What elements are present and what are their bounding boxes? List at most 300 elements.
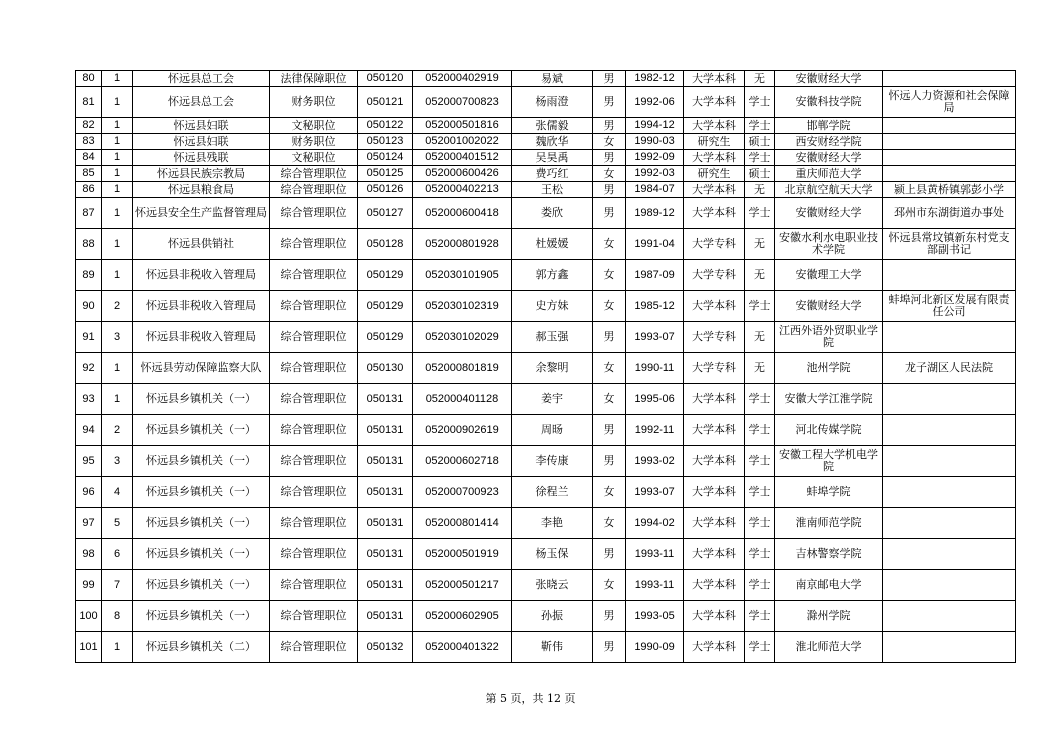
- table-row: [76, 570, 1016, 601]
- cell-exam: 052030101905: [413, 260, 512, 291]
- cell-exam: 052000602905: [413, 601, 512, 632]
- cell-birth: 1990-11: [626, 353, 684, 384]
- cell-code: 050132: [358, 632, 413, 663]
- cell-edu: 研究生: [684, 134, 745, 150]
- cell-code: 050125: [358, 166, 413, 182]
- cell-school: 南京邮电大学: [775, 570, 883, 601]
- cell-sex: 女: [593, 508, 626, 539]
- cell-birth: 1993-07: [626, 322, 684, 353]
- cell-sex: 男: [593, 415, 626, 446]
- cell-seq: 95: [76, 446, 102, 477]
- cell-n: 6: [102, 539, 133, 570]
- cell-seq: 81: [76, 87, 102, 118]
- cell-name: 易斌: [512, 71, 593, 87]
- cell-work: [883, 134, 1016, 150]
- cell-birth: 1995-06: [626, 384, 684, 415]
- cell-exam: 052000602718: [413, 446, 512, 477]
- cell-school: 邯郸学院: [775, 118, 883, 134]
- cell-pos: 综合管理职位: [270, 601, 358, 632]
- cell-name: 张儒毅: [512, 118, 593, 134]
- cell-pos: 法律保障职位: [270, 71, 358, 87]
- cell-code: 050128: [358, 229, 413, 260]
- cell-work: [883, 508, 1016, 539]
- cell-unit: 怀远县乡镇机关（一）: [133, 477, 270, 508]
- table-row: [76, 322, 1016, 353]
- cell-deg: 学士: [745, 632, 775, 663]
- table-row: [76, 477, 1016, 508]
- cell-deg: 学士: [745, 384, 775, 415]
- cell-deg: 无: [745, 353, 775, 384]
- cell-school: 蚌埠学院: [775, 477, 883, 508]
- cell-n: 1: [102, 632, 133, 663]
- cell-code: 050124: [358, 150, 413, 166]
- cell-seq: 89: [76, 260, 102, 291]
- cell-n: 1: [102, 182, 133, 198]
- table-row: [76, 508, 1016, 539]
- cell-sex: 男: [593, 632, 626, 663]
- cell-pos: 综合管理职位: [270, 539, 358, 570]
- table-row: [76, 71, 1016, 87]
- cell-deg: 学士: [745, 415, 775, 446]
- cell-deg: 硕士: [745, 134, 775, 150]
- table-row: [76, 198, 1016, 229]
- cell-unit: 怀远县残联: [133, 150, 270, 166]
- cell-exam: 052000501919: [413, 539, 512, 570]
- cell-unit: 怀远县非税收入管理局: [133, 291, 270, 322]
- cell-n: 5: [102, 508, 133, 539]
- cell-n: 2: [102, 291, 133, 322]
- cell-unit: 怀远县乡镇机关（一）: [133, 415, 270, 446]
- cell-deg: 无: [745, 322, 775, 353]
- cell-sex: 男: [593, 118, 626, 134]
- cell-name: 费巧红: [512, 166, 593, 182]
- cell-edu: 大学本科: [684, 182, 745, 198]
- cell-deg: 学士: [745, 87, 775, 118]
- cell-sex: 男: [593, 87, 626, 118]
- cell-birth: 1990-09: [626, 632, 684, 663]
- cell-seq: 98: [76, 539, 102, 570]
- cell-sex: 男: [593, 198, 626, 229]
- cell-code: 050131: [358, 570, 413, 601]
- cell-school: 安徽工程大学机电学院: [775, 446, 883, 477]
- cell-name: 姜宇: [512, 384, 593, 415]
- cell-exam: 052000501217: [413, 570, 512, 601]
- cell-code: 050130: [358, 353, 413, 384]
- cell-edu: 大学本科: [684, 539, 745, 570]
- cell-seq: 96: [76, 477, 102, 508]
- cell-edu: 大学本科: [684, 632, 745, 663]
- cell-edu: 研究生: [684, 166, 745, 182]
- cell-seq: 91: [76, 322, 102, 353]
- cell-school: 吉林警察学院: [775, 539, 883, 570]
- cell-school: 安徽财经大学: [775, 198, 883, 229]
- cell-name: 李传康: [512, 446, 593, 477]
- cell-name: 孙振: [512, 601, 593, 632]
- cell-unit: 怀远县非税收入管理局: [133, 260, 270, 291]
- cell-edu: 大学本科: [684, 415, 745, 446]
- cell-work: [883, 446, 1016, 477]
- cell-birth: 1982-12: [626, 71, 684, 87]
- cell-seq: 82: [76, 118, 102, 134]
- cell-pos: 财务职位: [270, 87, 358, 118]
- cell-code: 050121: [358, 87, 413, 118]
- cell-birth: 1992-11: [626, 415, 684, 446]
- cell-unit: 怀远县劳动保障监察大队: [133, 353, 270, 384]
- candidates-table: [75, 70, 1016, 663]
- cell-birth: 1992-06: [626, 87, 684, 118]
- cell-code: 050129: [358, 260, 413, 291]
- cell-name: 郝玉强: [512, 322, 593, 353]
- cell-deg: 学士: [745, 508, 775, 539]
- cell-exam: 052000401322: [413, 632, 512, 663]
- table-row: [76, 134, 1016, 150]
- cell-name: 李艳: [512, 508, 593, 539]
- cell-n: 2: [102, 415, 133, 446]
- cell-work: 怀远人力资源和社会保障局: [883, 87, 1016, 118]
- cell-sex: 男: [593, 71, 626, 87]
- cell-exam: 052001002022: [413, 134, 512, 150]
- cell-unit: 怀远县乡镇机关（一）: [133, 601, 270, 632]
- cell-school: 池州学院: [775, 353, 883, 384]
- cell-sex: 女: [593, 570, 626, 601]
- cell-edu: 大学本科: [684, 384, 745, 415]
- cell-school: 安徽大学江淮学院: [775, 384, 883, 415]
- cell-n: 1: [102, 87, 133, 118]
- cell-deg: 无: [745, 182, 775, 198]
- cell-name: 吴昊禹: [512, 150, 593, 166]
- cell-seq: 83: [76, 134, 102, 150]
- cell-seq: 88: [76, 229, 102, 260]
- cell-school: 安徽理工大学: [775, 260, 883, 291]
- cell-pos: 综合管理职位: [270, 384, 358, 415]
- cell-seq: 97: [76, 508, 102, 539]
- cell-code: 050120: [358, 71, 413, 87]
- cell-unit: 怀远县民族宗教局: [133, 166, 270, 182]
- cell-work: [883, 260, 1016, 291]
- cell-sex: 男: [593, 182, 626, 198]
- cell-deg: 无: [745, 260, 775, 291]
- cell-school: 淮北师范大学: [775, 632, 883, 663]
- cell-school: 安徽财经大学: [775, 291, 883, 322]
- cell-birth: 1992-03: [626, 166, 684, 182]
- table-row: [76, 291, 1016, 322]
- cell-edu: 大学本科: [684, 601, 745, 632]
- cell-edu: 大学本科: [684, 87, 745, 118]
- cell-pos: 综合管理职位: [270, 182, 358, 198]
- cell-name: 靳伟: [512, 632, 593, 663]
- cell-edu: 大学本科: [684, 118, 745, 134]
- cell-unit: 怀远县非税收入管理局: [133, 322, 270, 353]
- cell-code: 050129: [358, 291, 413, 322]
- cell-pos: 综合管理职位: [270, 229, 358, 260]
- cell-birth: 1993-07: [626, 477, 684, 508]
- cell-work: 蚌埠河北新区发展有限责任公司: [883, 291, 1016, 322]
- cell-deg: 学士: [745, 150, 775, 166]
- cell-deg: 学士: [745, 118, 775, 134]
- cell-exam: 052000801414: [413, 508, 512, 539]
- cell-birth: 1994-02: [626, 508, 684, 539]
- cell-pos: 综合管理职位: [270, 508, 358, 539]
- cell-seq: 85: [76, 166, 102, 182]
- cell-exam: 052030102029: [413, 322, 512, 353]
- cell-name: 余黎明: [512, 353, 593, 384]
- cell-birth: 1985-12: [626, 291, 684, 322]
- cell-seq: 90: [76, 291, 102, 322]
- cell-seq: 87: [76, 198, 102, 229]
- table-row: [76, 166, 1016, 182]
- cell-unit: 怀远县总工会: [133, 87, 270, 118]
- cell-exam: 052000801819: [413, 353, 512, 384]
- cell-work: [883, 415, 1016, 446]
- cell-exam: 052000402919: [413, 71, 512, 87]
- cell-code: 050129: [358, 322, 413, 353]
- cell-name: 徐程兰: [512, 477, 593, 508]
- cell-birth: 1993-11: [626, 539, 684, 570]
- cell-deg: 学士: [745, 477, 775, 508]
- cell-unit: 怀远县乡镇机关（一）: [133, 570, 270, 601]
- cell-deg: 学士: [745, 601, 775, 632]
- cell-birth: 1990-03: [626, 134, 684, 150]
- cell-sex: 女: [593, 477, 626, 508]
- cell-work: [883, 118, 1016, 134]
- cell-seq: 99: [76, 570, 102, 601]
- cell-deg: 学士: [745, 446, 775, 477]
- cell-exam: 052000401512: [413, 150, 512, 166]
- cell-exam: 052000700823: [413, 87, 512, 118]
- cell-work: 怀远县常坟镇新东村党支部副书记: [883, 229, 1016, 260]
- cell-edu: 大学专科: [684, 322, 745, 353]
- cell-work: [883, 166, 1016, 182]
- cell-exam: 052000902619: [413, 415, 512, 446]
- cell-seq: 92: [76, 353, 102, 384]
- cell-n: 1: [102, 166, 133, 182]
- cell-pos: 文秘职位: [270, 118, 358, 134]
- cell-pos: 综合管理职位: [270, 260, 358, 291]
- cell-school: 安徽财经大学: [775, 71, 883, 87]
- cell-sex: 女: [593, 260, 626, 291]
- cell-work: [883, 539, 1016, 570]
- cell-edu: 大学本科: [684, 71, 745, 87]
- cell-n: 3: [102, 322, 133, 353]
- cell-code: 050122: [358, 118, 413, 134]
- cell-code: 050126: [358, 182, 413, 198]
- cell-n: 1: [102, 150, 133, 166]
- cell-birth: 1993-05: [626, 601, 684, 632]
- cell-unit: 怀远县供销社: [133, 229, 270, 260]
- cell-birth: 1993-11: [626, 570, 684, 601]
- cell-school: 西安财经学院: [775, 134, 883, 150]
- cell-unit: 怀远县乡镇机关（一）: [133, 446, 270, 477]
- cell-name: 史方妹: [512, 291, 593, 322]
- table-row: [76, 87, 1016, 118]
- cell-sex: 男: [593, 322, 626, 353]
- cell-code: 050127: [358, 198, 413, 229]
- cell-school: 安徽水利水电职业技术学院: [775, 229, 883, 260]
- cell-work: [883, 150, 1016, 166]
- cell-n: 3: [102, 446, 133, 477]
- cell-work: 邳州市东湖街道办事处: [883, 198, 1016, 229]
- cell-code: 050131: [358, 539, 413, 570]
- cell-n: 1: [102, 353, 133, 384]
- table-row: [76, 601, 1016, 632]
- table-row: [76, 182, 1016, 198]
- cell-n: 8: [102, 601, 133, 632]
- cell-exam: 052000700923: [413, 477, 512, 508]
- cell-work: [883, 71, 1016, 87]
- table-row: [76, 353, 1016, 384]
- cell-deg: 硕士: [745, 166, 775, 182]
- table-row: [76, 384, 1016, 415]
- cell-code: 050131: [358, 508, 413, 539]
- cell-birth: 1991-04: [626, 229, 684, 260]
- cell-n: 4: [102, 477, 133, 508]
- cell-work: [883, 570, 1016, 601]
- cell-seq: 100: [76, 601, 102, 632]
- cell-pos: 文秘职位: [270, 150, 358, 166]
- cell-code: 050131: [358, 446, 413, 477]
- cell-n: 1: [102, 229, 133, 260]
- cell-unit: 怀远县乡镇机关（一）: [133, 539, 270, 570]
- page-footer: 第 5 页，共 12 页: [485, 692, 576, 705]
- cell-sex: 女: [593, 166, 626, 182]
- cell-pos: 综合管理职位: [270, 322, 358, 353]
- cell-sex: 女: [593, 291, 626, 322]
- cell-deg: 无: [745, 71, 775, 87]
- cell-birth: 1993-02: [626, 446, 684, 477]
- table-row: [76, 118, 1016, 134]
- cell-exam: 052000402213: [413, 182, 512, 198]
- cell-work: 颍上县黄桥镇郭彭小学: [883, 182, 1016, 198]
- cell-exam: 052000501816: [413, 118, 512, 134]
- cell-name: 杨雨澄: [512, 87, 593, 118]
- cell-unit: 怀远县乡镇机关（二）: [133, 632, 270, 663]
- cell-sex: 女: [593, 353, 626, 384]
- cell-work: 龙子湖区人民法院: [883, 353, 1016, 384]
- cell-school: 河北传媒学院: [775, 415, 883, 446]
- cell-edu: 大学本科: [684, 291, 745, 322]
- cell-seq: 80: [76, 71, 102, 87]
- cell-unit: 怀远县妇联: [133, 134, 270, 150]
- cell-code: 050131: [358, 477, 413, 508]
- cell-deg: 无: [745, 229, 775, 260]
- cell-unit: 怀远县安全生产监督管理局: [133, 198, 270, 229]
- cell-name: 周旸: [512, 415, 593, 446]
- cell-name: 张晓云: [512, 570, 593, 601]
- cell-seq: 94: [76, 415, 102, 446]
- cell-name: 杜媛媛: [512, 229, 593, 260]
- cell-n: 1: [102, 134, 133, 150]
- cell-sex: 女: [593, 134, 626, 150]
- cell-deg: 学士: [745, 291, 775, 322]
- cell-pos: 综合管理职位: [270, 477, 358, 508]
- cell-work: [883, 601, 1016, 632]
- cell-birth: 1984-07: [626, 182, 684, 198]
- cell-edu: 大学本科: [684, 446, 745, 477]
- cell-work: [883, 632, 1016, 663]
- cell-birth: 1989-12: [626, 198, 684, 229]
- cell-pos: 综合管理职位: [270, 198, 358, 229]
- cell-n: 1: [102, 260, 133, 291]
- cell-work: [883, 384, 1016, 415]
- cell-unit: 怀远县乡镇机关（一）: [133, 508, 270, 539]
- cell-pos: 综合管理职位: [270, 353, 358, 384]
- table-row: [76, 632, 1016, 663]
- cell-edu: 大学本科: [684, 508, 745, 539]
- cell-exam: 052000600426: [413, 166, 512, 182]
- cell-name: 王松: [512, 182, 593, 198]
- cell-pos: 综合管理职位: [270, 632, 358, 663]
- cell-n: 7: [102, 570, 133, 601]
- cell-name: 娄欣: [512, 198, 593, 229]
- cell-n: 1: [102, 71, 133, 87]
- cell-unit: 怀远县乡镇机关（一）: [133, 384, 270, 415]
- cell-edu: 大学专科: [684, 260, 745, 291]
- table-row: [76, 415, 1016, 446]
- table-row: [76, 260, 1016, 291]
- cell-seq: 84: [76, 150, 102, 166]
- table-row: [76, 446, 1016, 477]
- cell-exam: 052030102319: [413, 291, 512, 322]
- cell-edu: 大学专科: [684, 353, 745, 384]
- cell-edu: 大学本科: [684, 198, 745, 229]
- cell-code: 050131: [358, 384, 413, 415]
- cell-pos: 综合管理职位: [270, 570, 358, 601]
- cell-sex: 女: [593, 229, 626, 260]
- cell-edu: 大学本科: [684, 570, 745, 601]
- cell-unit: 怀远县粮食局: [133, 182, 270, 198]
- cell-birth: 1992-09: [626, 150, 684, 166]
- cell-name: 郭方鑫: [512, 260, 593, 291]
- cell-school: 江西外语外贸职业学院: [775, 322, 883, 353]
- cell-pos: 综合管理职位: [270, 446, 358, 477]
- cell-sex: 男: [593, 446, 626, 477]
- cell-pos: 综合管理职位: [270, 415, 358, 446]
- cell-sex: 男: [593, 150, 626, 166]
- cell-edu: 大学本科: [684, 477, 745, 508]
- cell-birth: 1994-12: [626, 118, 684, 134]
- cell-sex: 女: [593, 384, 626, 415]
- cell-deg: 学士: [745, 570, 775, 601]
- cell-code: 050123: [358, 134, 413, 150]
- cell-sex: 男: [593, 539, 626, 570]
- cell-school: 北京航空航天大学: [775, 182, 883, 198]
- cell-pos: 财务职位: [270, 134, 358, 150]
- cell-school: 安徽科技学院: [775, 87, 883, 118]
- cell-pos: 综合管理职位: [270, 291, 358, 322]
- cell-sex: 男: [593, 601, 626, 632]
- cell-birth: 1987-09: [626, 260, 684, 291]
- cell-exam: 052000801928: [413, 229, 512, 260]
- cell-seq: 101: [76, 632, 102, 663]
- table-row: [76, 229, 1016, 260]
- cell-school: 安徽财经大学: [775, 150, 883, 166]
- cell-code: 050131: [358, 415, 413, 446]
- cell-deg: 学士: [745, 198, 775, 229]
- table-row: [76, 539, 1016, 570]
- cell-edu: 大学本科: [684, 150, 745, 166]
- cell-n: 1: [102, 384, 133, 415]
- cell-n: 1: [102, 118, 133, 134]
- cell-n: 1: [102, 198, 133, 229]
- cell-exam: 052000600418: [413, 198, 512, 229]
- cell-exam: 052000401128: [413, 384, 512, 415]
- cell-school: 滁州学院: [775, 601, 883, 632]
- cell-work: [883, 322, 1016, 353]
- cell-seq: 86: [76, 182, 102, 198]
- cell-unit: 怀远县妇联: [133, 118, 270, 134]
- cell-school: 重庆师范大学: [775, 166, 883, 182]
- cell-name: 魏欣华: [512, 134, 593, 150]
